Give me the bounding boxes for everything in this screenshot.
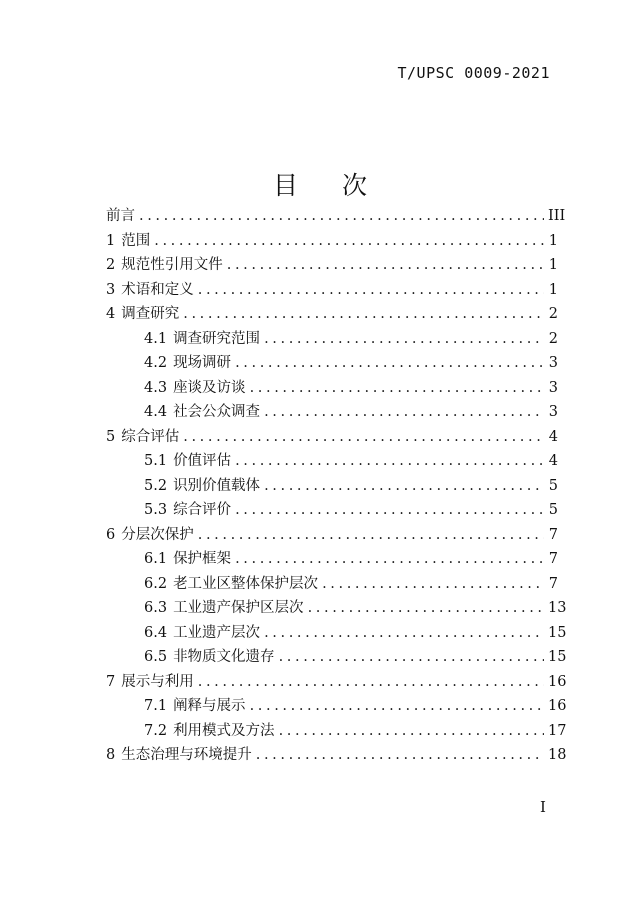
- toc-entry-title: 展示与利用: [121, 673, 194, 690]
- toc-entry[interactable]: [106, 278, 558, 303]
- toc-dot-leader: [154, 229, 544, 254]
- toc-entry-number: 7: [106, 673, 116, 690]
- toc-entry[interactable]: [106, 498, 558, 523]
- toc-entry-page: 5: [548, 502, 558, 518]
- toc-entry[interactable]: [106, 302, 558, 327]
- toc-entry-page: 16: [548, 673, 567, 690]
- toc-entry-number: 1: [106, 232, 116, 249]
- toc-dot-leader: [139, 204, 544, 229]
- toc-entry-page: 7: [548, 551, 558, 567]
- toc-dot-leader: [322, 572, 544, 597]
- toc-dot-leader: [264, 327, 544, 352]
- toc-entry-number: 6: [106, 526, 116, 543]
- toc-entry-page: 17: [548, 722, 567, 739]
- toc-entry-title: 保护框架: [173, 551, 232, 567]
- toc-entry-page: 4: [548, 428, 558, 445]
- toc-dot-leader: [198, 278, 544, 303]
- toc-entry-title: 社会公众调查: [173, 404, 261, 420]
- toc-entry[interactable]: [106, 743, 567, 768]
- toc-dot-leader: [227, 253, 544, 278]
- toc-entry-page: 4: [548, 453, 558, 469]
- toc-entry[interactable]: [106, 596, 567, 621]
- toc-entry[interactable]: [106, 400, 558, 425]
- toc-entry-number: 7.2: [144, 722, 168, 739]
- page-number: I: [540, 798, 546, 816]
- toc-entry-page: 15: [548, 649, 567, 665]
- toc-entry-number: 5.1: [144, 453, 168, 469]
- toc-dot-leader: [256, 743, 544, 768]
- toc-entry[interactable]: [106, 204, 566, 229]
- toc-dot-leader: [264, 400, 544, 425]
- toc-entry[interactable]: [106, 327, 558, 352]
- toc-entry[interactable]: [106, 449, 558, 474]
- toc-entry-number: 6.4: [144, 624, 168, 641]
- toc-entry-number: 4: [106, 306, 116, 322]
- toc-entry-title: 调查研究范围: [173, 330, 261, 347]
- toc-entry-title: 工业遗产层次: [173, 624, 261, 641]
- toc-dot-leader: [183, 302, 544, 327]
- toc-entry[interactable]: [106, 670, 567, 695]
- toc-entry-number: 7.1: [144, 698, 168, 714]
- toc-dot-leader: [279, 645, 544, 670]
- toc-entry-page: 16: [548, 698, 567, 714]
- toc-entry[interactable]: [106, 253, 558, 278]
- toc-entry[interactable]: [106, 645, 567, 670]
- toc-entry-page: 7: [548, 575, 558, 592]
- table-of-contents: [106, 204, 567, 768]
- toc-entry-number: 6.3: [144, 600, 168, 616]
- toc-dot-leader: [250, 694, 544, 719]
- toc-entry-page: 1: [548, 281, 558, 298]
- toc-entry-number: 6.2: [144, 575, 168, 592]
- toc-entry-title: 老工业区整体保护层次: [173, 575, 319, 592]
- toc-entry-title: 调查研究: [121, 306, 180, 322]
- toc-entry-title: 生态治理与环境提升: [121, 747, 252, 763]
- toc-entry-page: 13: [548, 600, 567, 616]
- toc-entry-title: 利用模式及方法: [173, 722, 275, 739]
- toc-entry[interactable]: [106, 719, 567, 744]
- toc-entry-number: 4.2: [144, 355, 168, 371]
- toc-entry-number: 5: [106, 428, 116, 445]
- toc-entry[interactable]: [106, 474, 558, 499]
- toc-entry[interactable]: [106, 547, 558, 572]
- toc-dot-leader: [264, 621, 544, 646]
- toc-entry-title: 价值评估: [173, 453, 232, 469]
- toc-entry-title: 综合评估: [121, 428, 180, 445]
- toc-entry-page: 1: [548, 232, 558, 249]
- toc-entry[interactable]: [106, 425, 558, 450]
- toc-dot-leader: [250, 376, 544, 401]
- toc-entry[interactable]: [106, 572, 558, 597]
- document-code: T/UPSC 0009-2021: [397, 64, 550, 82]
- toc-entry-title: 座谈及访谈: [173, 379, 246, 396]
- toc-entry-title: 分层次保护: [121, 526, 194, 543]
- toc-heading: 目 次: [273, 171, 385, 200]
- toc-dot-leader: [183, 425, 544, 450]
- toc-entry-number: 4.1: [144, 330, 168, 347]
- toc-entry-page: 7: [548, 526, 558, 543]
- toc-entry-number: 3: [106, 281, 116, 298]
- toc-entry-page: 2: [548, 330, 558, 347]
- toc-entry-number: 4.3: [144, 379, 168, 396]
- toc-dot-leader: [235, 351, 544, 376]
- toc-dot-leader: [235, 547, 544, 572]
- toc-dot-leader: [308, 596, 544, 621]
- toc-dot-leader: [198, 523, 544, 548]
- toc-dot-leader: [235, 449, 544, 474]
- toc-entry[interactable]: [106, 351, 558, 376]
- toc-entry-number: 6.1: [144, 551, 168, 567]
- toc-entry-title: 前言: [106, 208, 135, 224]
- toc-entry-title: 阐释与展示: [173, 698, 246, 714]
- toc-entry-page: 5: [548, 477, 558, 494]
- toc-entry-number: 5.2: [144, 477, 168, 494]
- toc-entry-page: 3: [548, 379, 558, 396]
- toc-entry[interactable]: [106, 376, 558, 401]
- toc-entry-title: 非物质文化遗存: [173, 649, 275, 665]
- toc-entry-title: 识别价值载体: [173, 477, 261, 494]
- toc-entry[interactable]: [106, 523, 558, 548]
- toc-entry[interactable]: [106, 621, 567, 646]
- toc-entry-number: 8: [106, 747, 116, 763]
- toc-dot-leader: [279, 719, 544, 744]
- toc-entry-number: 5.3: [144, 502, 168, 518]
- toc-entry-title: 规范性引用文件: [121, 257, 223, 273]
- toc-dot-leader: [264, 474, 544, 499]
- toc-entry-number: 2: [106, 257, 116, 273]
- toc-entry-title: 范围: [121, 232, 151, 249]
- toc-entry-page: 18: [548, 747, 567, 763]
- toc-entry[interactable]: [106, 229, 558, 254]
- toc-entry-title: 现场调研: [173, 355, 232, 371]
- toc-entry-page: 15: [548, 624, 567, 641]
- toc-entry-title: 术语和定义: [121, 281, 194, 298]
- toc-entry-page: 1: [548, 257, 558, 273]
- toc-entry-number: 6.5: [144, 649, 168, 665]
- toc-entry-page: 3: [548, 404, 558, 420]
- toc-entry[interactable]: [106, 694, 567, 719]
- toc-entry-page: 2: [548, 306, 558, 322]
- toc-entry-title: 工业遗产保护区层次: [173, 600, 304, 616]
- toc-entry-page: 3: [548, 355, 558, 371]
- toc-entry-page: III: [548, 208, 566, 224]
- toc-entry-title: 综合评价: [173, 502, 232, 518]
- toc-dot-leader: [198, 670, 544, 695]
- toc-dot-leader: [235, 498, 544, 523]
- toc-entry-number: 4.4: [144, 404, 168, 420]
